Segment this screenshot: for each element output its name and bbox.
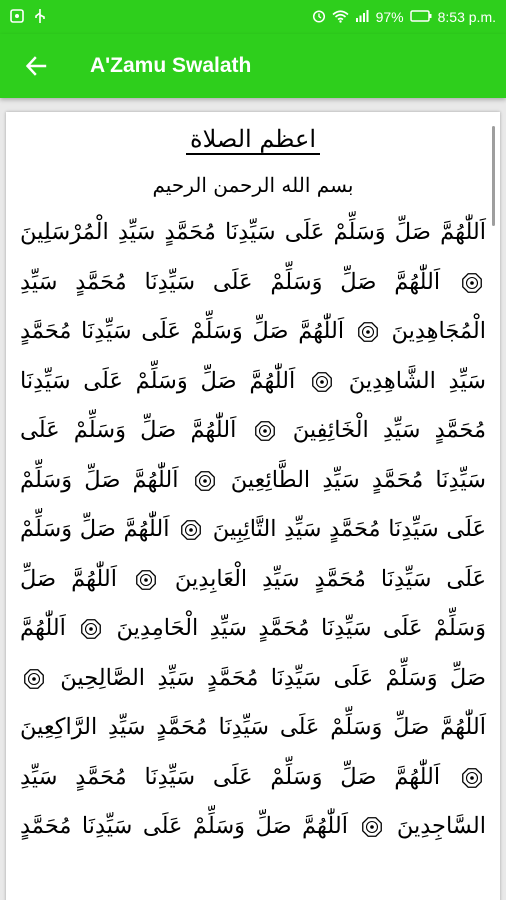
document-title-text: اعظم الصلاة (186, 125, 320, 155)
prayer-segment: اَللّٰهُمَّ صَلِّ وَسَلِّمْ عَلَى سَيِّدِنَا مُحَمَّدٍ سَيِّدِ الطَّائِعِينَ (20, 417, 487, 493)
usb-icon (34, 8, 46, 27)
battery-icon (410, 10, 432, 24)
battery-percentage: 97% (375, 9, 404, 25)
document-title (20, 120, 486, 158)
prayer-segment: اَللّٰهُمَّ صَلِّ وَسَلِّمْ عَلَى سَيِّدِنَا مُحَمَّدٍ (20, 813, 348, 839)
notification-icon (10, 9, 24, 26)
status-right-icons (312, 9, 496, 25)
ornament-octagon-icon (361, 816, 383, 838)
prayer-segment: اَللّٰهُمَّ صَلِّ وَسَلِّمْ عَلَى سَيِّدِنَا مُحَمَّدٍ سَيِّدِ الشَّاهِدِينَ (20, 318, 487, 394)
prayer-text (20, 208, 486, 852)
app-title: A'Zamu Swalath (90, 54, 252, 77)
ornament-octagon-icon (80, 618, 102, 640)
ornament-octagon-icon (23, 668, 45, 690)
ornament-octagon-icon (461, 767, 483, 789)
prayer-segment: اَللّٰهُمَّ صَلِّ وَسَلِّمْ عَلَى سَيِّدِنَا مُحَمَّدٍ سَيِّدِ الصَّالِحِينَ (20, 615, 487, 691)
clock-time: 8:53 p.m. (437, 9, 496, 25)
ornament-octagon-icon (254, 420, 276, 442)
ornament-octagon-icon (311, 371, 333, 393)
prayer-segment: اَللّٰهُمَّ صَلِّ وَسَلِّمْ عَلَى سَيِّدِنَا مُحَمَّدٍ سَيِّدِ الْمُجَاهِدِينَ (20, 268, 487, 344)
wifi-icon (332, 10, 349, 25)
basmala: بسم الله الرحمن الرحيم (152, 173, 354, 197)
ornament-octagon-icon (357, 321, 379, 343)
ornament-octagon-icon (135, 569, 157, 591)
prayer-segment: اَللّٰهُمَّ صَلِّ وَسَلِّمْ عَلَى سَيِّدِنَا مُحَمَّدٍ سَيِّدِ الرَّاكِعِينَ (20, 714, 486, 740)
document-page[interactable] (6, 112, 500, 900)
prayer-segment: اَللّٰهُمَّ صَلِّ وَسَلِّمْ عَلَى سَيِّدِنَا مُحَمَّدٍ سَيِّدِ السَّاجِدِينَ (20, 763, 486, 839)
prayer-segment: اَللّٰهُمَّ صَلِّ وَسَلِّمْ عَلَى سَيِّدِنَا مُحَمَّدٍ سَيِّدِ الْحَامِدِينَ (20, 565, 486, 641)
ornament-octagon-icon (461, 272, 483, 294)
scrollbar-thumb[interactable] (492, 126, 495, 226)
prayer-segment: اَللّٰهُمَّ صَلِّ وَسَلِّمْ عَلَى سَيِّدِنَا مُحَمَّدٍ سَيِّدِ الْعَابِدِينَ (20, 516, 487, 592)
app-bar (0, 34, 506, 98)
back-button[interactable] (18, 48, 54, 84)
status-bar (0, 0, 506, 34)
signal-icon (355, 9, 370, 25)
ornament-octagon-icon (194, 470, 216, 492)
arrow-back-icon (25, 55, 47, 77)
content-area[interactable] (0, 98, 506, 900)
ornament-octagon-icon (180, 519, 202, 541)
prayer-segment: اَللّٰهُمَّ صَلِّ وَسَلِّمْ عَلَى سَيِّدِنَا مُحَمَّدٍ سَيِّدِ التَّائِبِينَ (20, 466, 487, 542)
prayer-segment: اَللّٰهُمَّ صَلِّ وَسَلِّمْ عَلَى سَيِّدِنَا مُحَمَّدٍ سَيِّدِ الْخَائِفِينَ (20, 367, 486, 443)
prayer-opening: اَللّٰهُمَّ صَلِّ وَسَلِّمْ عَلَى سَيِّدِنَا مُحَمَّدٍ سَيِّدِ الْمُرْسَلِينَ (20, 219, 486, 245)
alarm-icon (312, 9, 326, 25)
status-left-icons (10, 8, 46, 27)
